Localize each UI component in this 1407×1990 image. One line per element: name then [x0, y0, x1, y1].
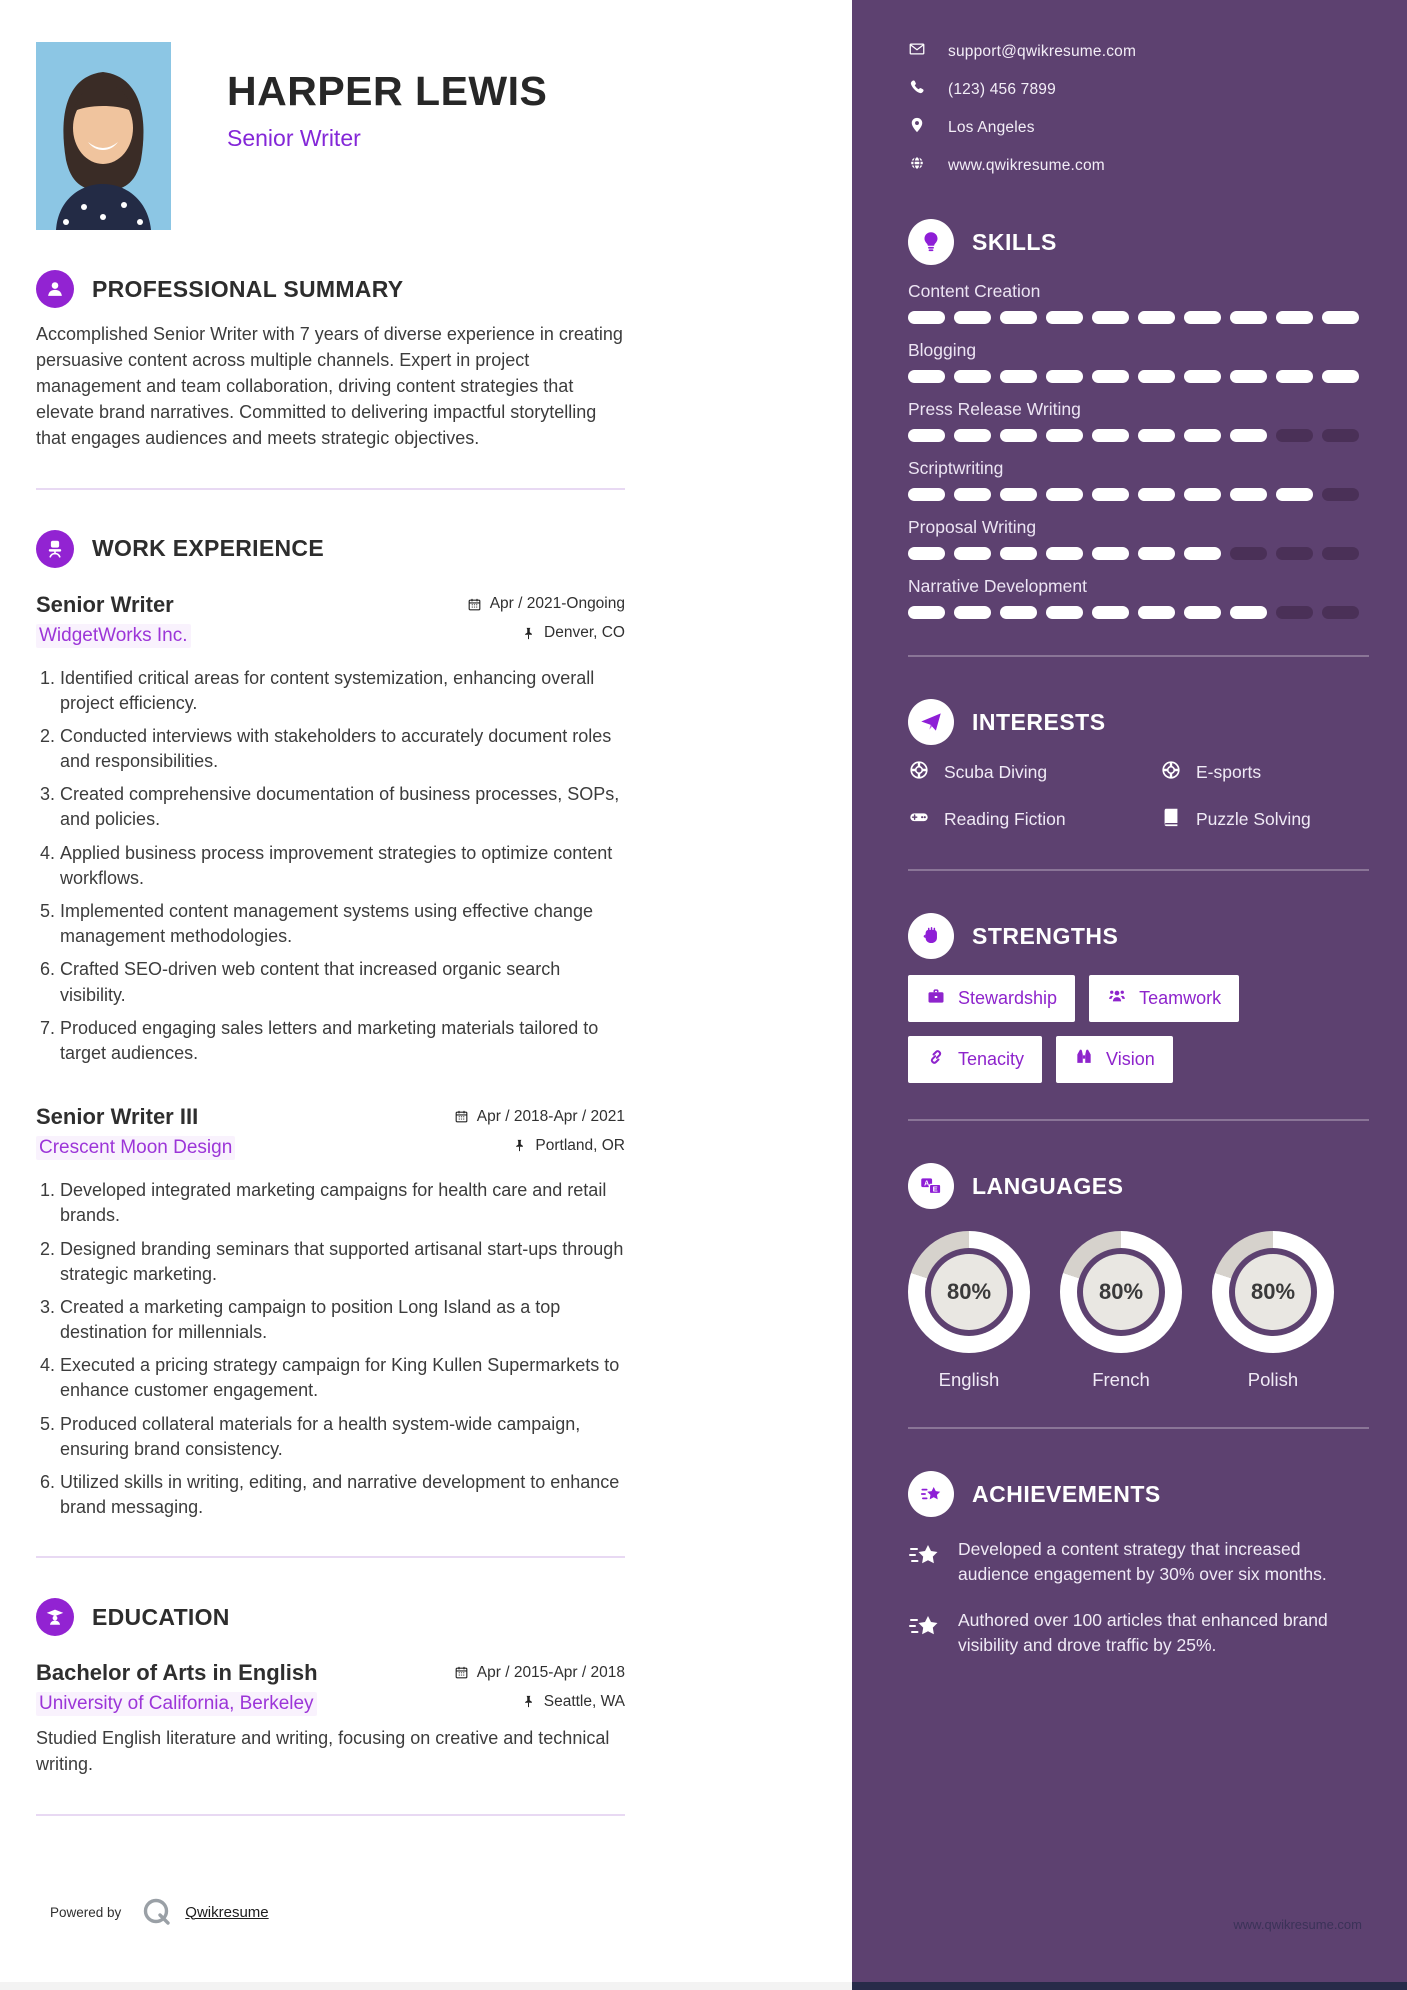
- skill-level-pill: [1000, 606, 1037, 619]
- interest-label: Reading Fiction: [944, 809, 1066, 829]
- skill-level-pill: [908, 370, 945, 383]
- skill-level-pill: [1322, 547, 1359, 560]
- achievements-heading: ACHIEVEMENTS: [972, 1480, 1161, 1507]
- bullet-item: 4. Executed a pricing strategy campaign for King Kullen Supermarkets to enhance customer engagement.: [60, 1353, 625, 1403]
- profile-photo: [36, 42, 171, 230]
- skill-level-pill: [1138, 311, 1175, 324]
- skill-level-pill: [1276, 429, 1313, 442]
- lifebuoy-icon: [1160, 759, 1182, 786]
- education-heading: EDUCATION: [92, 1603, 230, 1630]
- sidebar: [852, 0, 1407, 1990]
- skill-level-pill: [1276, 311, 1313, 324]
- sidebar-watermark: www.qwikresume.com: [1233, 1917, 1362, 1932]
- skill-level-pill: [1000, 370, 1037, 383]
- skill-level-pill: [1184, 370, 1221, 383]
- skill-level-pill: [1322, 606, 1359, 619]
- skill-level-pill: [1138, 547, 1175, 560]
- language-label: Polish: [1247, 1369, 1299, 1390]
- skill-name: Proposal Writing: [908, 517, 1037, 537]
- skill-level-pill: [954, 547, 991, 560]
- skill-level-pill: [1230, 606, 1267, 619]
- phone-icon: [908, 78, 926, 101]
- job-dates: Apr / 2021-Ongoing: [467, 595, 625, 613]
- sidebar-divider: [908, 869, 1369, 871]
- svg-text:E: E: [932, 1184, 938, 1194]
- skill-level-pill: [908, 547, 945, 560]
- bullet-item: 7. Produced engaging sales letters and marketing materials tailored to target audiences.: [60, 1016, 625, 1066]
- skill-level-pill: [1092, 488, 1129, 501]
- bullet-item: 5. Implemented content management systems using effective change management methodologies.: [60, 899, 625, 949]
- skill-row: [908, 340, 1369, 383]
- strengths-section: [908, 913, 1369, 1083]
- skill-level-pill: [1230, 311, 1267, 324]
- strength-label: Teamwork: [1139, 988, 1222, 1008]
- education-section: [36, 1598, 625, 1778]
- powered-by-label: Powered by: [50, 1904, 122, 1920]
- pushpin-icon: [521, 1694, 536, 1709]
- job-title: Senior Writer III: [36, 1104, 199, 1130]
- education-dates: Apr / 2015-Apr / 2018: [454, 1664, 625, 1682]
- bullet-item: 1. Identified critical areas for content systemization, enhancing overall project efficiency.: [60, 666, 625, 716]
- strength-label: Stewardship: [958, 988, 1058, 1008]
- bullet-item: 2. Designed branding seminars that supported artisanal start-ups through strategic marketing.: [60, 1237, 625, 1287]
- fist-icon: [908, 913, 954, 959]
- skill-level-pill: [954, 370, 991, 383]
- qwikresume-link[interactable]: Qwikresume: [185, 1903, 269, 1921]
- divider: [36, 1556, 625, 1558]
- job-bullets: [36, 1178, 625, 1520]
- language-item: [1060, 1231, 1182, 1391]
- briefcase-icon: [926, 986, 946, 1011]
- language-label: French: [1092, 1369, 1150, 1390]
- skill-level-bar: [908, 311, 1369, 324]
- profile-photo-image: [36, 42, 171, 230]
- summary-text: Accomplished Senior Writer with 7 years of diverse experience in creating persuasive content across multiple channels. Expert in project management and team collaboration, driving content strategies that elevate brand narratives. Committed to delivering impactful storytelling that engages audiences and meets strategic objectives.: [36, 324, 623, 448]
- skill-level-pill: [1184, 429, 1221, 442]
- skill-name: Press Release Writing: [908, 399, 1081, 419]
- interests-section: [908, 699, 1369, 833]
- strength-label: Tenacity: [958, 1049, 1025, 1069]
- skill-level-pill: [1322, 370, 1359, 383]
- interest-label: E-sports: [1196, 762, 1262, 782]
- skill-level-pill: [908, 606, 945, 619]
- skill-name: Narrative Development: [908, 576, 1087, 596]
- interests-heading: INTERESTS: [972, 708, 1106, 735]
- star-icon: [908, 1471, 954, 1517]
- skill-level-pill: [954, 488, 991, 501]
- skill-level-pill: [908, 311, 945, 324]
- skill-level-pill: [954, 429, 991, 442]
- calendar-icon: [454, 1665, 469, 1680]
- calendar-icon: [467, 597, 482, 612]
- pushpin-icon: [512, 1138, 527, 1153]
- skill-level-bar: [908, 547, 1369, 560]
- strength-chip: [908, 1036, 1042, 1083]
- chain-link-icon: [926, 1047, 946, 1072]
- skill-level-pill: [1276, 370, 1313, 383]
- skill-level-pill: [1046, 311, 1083, 324]
- lightbulb-icon: [908, 219, 954, 265]
- interest-label: Puzzle Solving: [1196, 809, 1311, 829]
- sidebar-divider: [908, 1119, 1369, 1121]
- skill-level-pill: [1092, 370, 1129, 383]
- bullet-item: 3. Created comprehensive documentation of business processes, SOPs, and policies.: [60, 782, 625, 832]
- language-percent: 80%: [1083, 1254, 1159, 1330]
- skill-level-pill: [1230, 429, 1267, 442]
- skill-level-pill: [1322, 429, 1359, 442]
- degree-title: Bachelor of Arts in English: [36, 1660, 318, 1686]
- skill-level-pill: [1138, 370, 1175, 383]
- graduate-icon: [36, 1598, 74, 1636]
- achievements-section: [908, 1471, 1369, 1659]
- skill-level-pill: [1184, 488, 1221, 501]
- person-title: Senior Writer: [227, 125, 361, 151]
- bottom-strip: [0, 1982, 852, 1990]
- divider: [36, 1814, 625, 1816]
- job-entry: [36, 592, 625, 1067]
- strength-chip: [1089, 975, 1239, 1022]
- summary-heading: PROFESSIONAL SUMMARY: [92, 275, 404, 302]
- skill-name: Blogging: [908, 340, 977, 360]
- sidebar-divider: [908, 655, 1369, 657]
- skill-row: [908, 458, 1369, 501]
- skill-level-pill: [1046, 488, 1083, 501]
- sidebar-divider: [908, 1427, 1369, 1429]
- job-bullets: [36, 666, 625, 1067]
- skill-level-pill: [954, 311, 991, 324]
- contact-block: [908, 40, 1369, 177]
- interest-item: [1160, 759, 1369, 786]
- skill-row: [908, 576, 1369, 619]
- job-title: Senior Writer: [36, 591, 174, 617]
- svg-text:A: A: [924, 1180, 930, 1188]
- shooting-star-icon: [908, 1608, 942, 1659]
- interest-item: [908, 759, 1160, 786]
- language-progress-ring: [1212, 1231, 1334, 1353]
- achievement-text: Developed a content strategy that increased audience engagement by 30% over six months.: [958, 1539, 1327, 1585]
- education-entry: [36, 1660, 625, 1778]
- binoculars-icon: [1074, 1047, 1094, 1072]
- language-item: [1212, 1231, 1334, 1391]
- job-location: Portland, OR: [512, 1137, 625, 1155]
- interest-item: [1160, 806, 1369, 833]
- skill-level-bar: [908, 370, 1369, 383]
- skill-level-bar: [908, 606, 1369, 619]
- office-chair-icon: [36, 530, 74, 568]
- skill-level-pill: [1046, 370, 1083, 383]
- book-icon: [1160, 806, 1182, 833]
- skill-row: [908, 517, 1369, 560]
- skill-level-pill: [1322, 311, 1359, 324]
- skill-level-pill: [1092, 606, 1129, 619]
- skill-level-pill: [1000, 311, 1037, 324]
- calendar-icon: [454, 1109, 469, 1124]
- skill-level-pill: [1276, 547, 1313, 560]
- gamepad-icon: [908, 806, 930, 833]
- paper-plane-icon: [908, 699, 954, 745]
- skill-row: [908, 399, 1369, 442]
- contact-location: Los Angeles: [908, 116, 1369, 139]
- shooting-star-icon: [908, 1537, 942, 1588]
- skill-level-pill: [1046, 606, 1083, 619]
- pushpin-icon: [521, 626, 536, 641]
- skills-section: [908, 219, 1369, 619]
- skill-level-pill: [1230, 547, 1267, 560]
- skill-level-pill: [1092, 311, 1129, 324]
- language-percent: 80%: [931, 1254, 1007, 1330]
- bullet-item: 3. Created a marketing campaign to position Long Island as a top destination for millennials.: [60, 1295, 625, 1345]
- skill-level-pill: [1276, 606, 1313, 619]
- education-description: Studied English literature and writing, focusing on creative and technical writing.: [36, 1728, 610, 1775]
- skill-level-bar: [908, 488, 1369, 501]
- job-company: WidgetWorks Inc.: [36, 624, 191, 648]
- skill-level-pill: [1046, 429, 1083, 442]
- strength-chip: [1056, 1036, 1173, 1083]
- header: [36, 42, 625, 230]
- skill-level-pill: [1138, 488, 1175, 501]
- person-name: HARPER LEWIS: [227, 68, 548, 114]
- person-icon: [36, 270, 74, 308]
- bullet-item: 5. Produced collateral materials for a health system-wide campaign, ensuring brand consistency.: [60, 1412, 625, 1462]
- contact-email[interactable]: support@qwikresume.com: [908, 40, 1369, 63]
- skill-level-pill: [1000, 488, 1037, 501]
- language-progress-ring: [1060, 1231, 1182, 1353]
- bullet-item: 2. Conducted interviews with stakeholders to accurately document roles and responsibilities.: [60, 724, 625, 774]
- strength-label: Vision: [1106, 1049, 1155, 1069]
- globe-icon: [908, 154, 926, 177]
- contact-website[interactable]: www.qwikresume.com: [908, 154, 1369, 177]
- skill-level-pill: [1230, 488, 1267, 501]
- job-dates: Apr / 2018-Apr / 2021: [454, 1108, 625, 1126]
- languages-heading: LANGUAGES: [972, 1172, 1124, 1199]
- skill-level-pill: [1184, 311, 1221, 324]
- job-company: Crescent Moon Design: [36, 1136, 235, 1160]
- languages-section: [908, 1163, 1369, 1391]
- skill-level-pill: [1138, 606, 1175, 619]
- skill-level-pill: [1184, 606, 1221, 619]
- bullet-item: 1. Developed integrated marketing campaigns for health care and retail brands.: [60, 1178, 625, 1228]
- strength-chip: [908, 975, 1075, 1022]
- skills-heading: SKILLS: [972, 228, 1057, 255]
- skill-level-pill: [1322, 488, 1359, 501]
- language-progress-ring: [908, 1231, 1030, 1353]
- job-entry: [36, 1104, 625, 1520]
- language-item: [908, 1231, 1030, 1391]
- bullet-item: 4. Applied business process improvement strategies to optimize content workflows.: [60, 841, 625, 891]
- skill-name: Content Creation: [908, 281, 1041, 301]
- interest-item: [908, 806, 1160, 833]
- skill-level-pill: [1184, 547, 1221, 560]
- experience-heading: WORK EXPERIENCE: [92, 535, 324, 562]
- skill-level-pill: [1092, 429, 1129, 442]
- powered-by-footer: [50, 1896, 269, 1928]
- skill-level-pill: [1138, 429, 1175, 442]
- bullet-item: 6. Utilized skills in writing, editing, and narrative development to enhance brand messaging.: [60, 1470, 625, 1520]
- skill-row: [908, 281, 1369, 324]
- location-pin-icon: [908, 116, 926, 139]
- mail-icon: [908, 40, 926, 63]
- skill-level-pill: [1046, 547, 1083, 560]
- school-name: University of California, Berkeley: [36, 1692, 317, 1716]
- experience-section: [36, 530, 625, 1521]
- skill-level-pill: [908, 488, 945, 501]
- skill-level-pill: [954, 606, 991, 619]
- language-label: English: [938, 1369, 1000, 1390]
- bullet-item: 6. Crafted SEO-driven web content that increased organic search visibility.: [60, 957, 625, 1007]
- skill-level-bar: [908, 429, 1369, 442]
- skill-level-pill: [1000, 429, 1037, 442]
- achievement-item: [908, 1537, 1369, 1588]
- divider: [36, 488, 625, 490]
- achievement-item: [908, 1608, 1369, 1659]
- bottom-strip: [852, 1982, 1407, 1990]
- job-location: Denver, CO: [521, 624, 625, 642]
- skill-level-pill: [1230, 370, 1267, 383]
- skill-name: Scriptwriting: [908, 458, 1004, 478]
- skill-level-pill: [1276, 488, 1313, 501]
- team-icon: [1107, 986, 1127, 1011]
- summary-section: [36, 270, 625, 452]
- skill-level-pill: [1000, 547, 1037, 560]
- achievement-text: Authored over 100 articles that enhanced brand visibility and drove traffic by 25%.: [958, 1609, 1328, 1656]
- skill-level-pill: [908, 429, 945, 442]
- interest-label: Scuba Diving: [944, 762, 1048, 782]
- language-percent: 80%: [1235, 1254, 1311, 1330]
- strengths-heading: STRENGTHS: [972, 922, 1119, 949]
- skill-level-pill: [1092, 547, 1129, 560]
- qwikresume-logo: [141, 1896, 173, 1928]
- lifebuoy-icon: [908, 759, 930, 786]
- translate-icon: [908, 1163, 954, 1209]
- education-location: Seattle, WA: [521, 1693, 625, 1711]
- contact-phone: (123) 456 7899: [908, 78, 1369, 101]
